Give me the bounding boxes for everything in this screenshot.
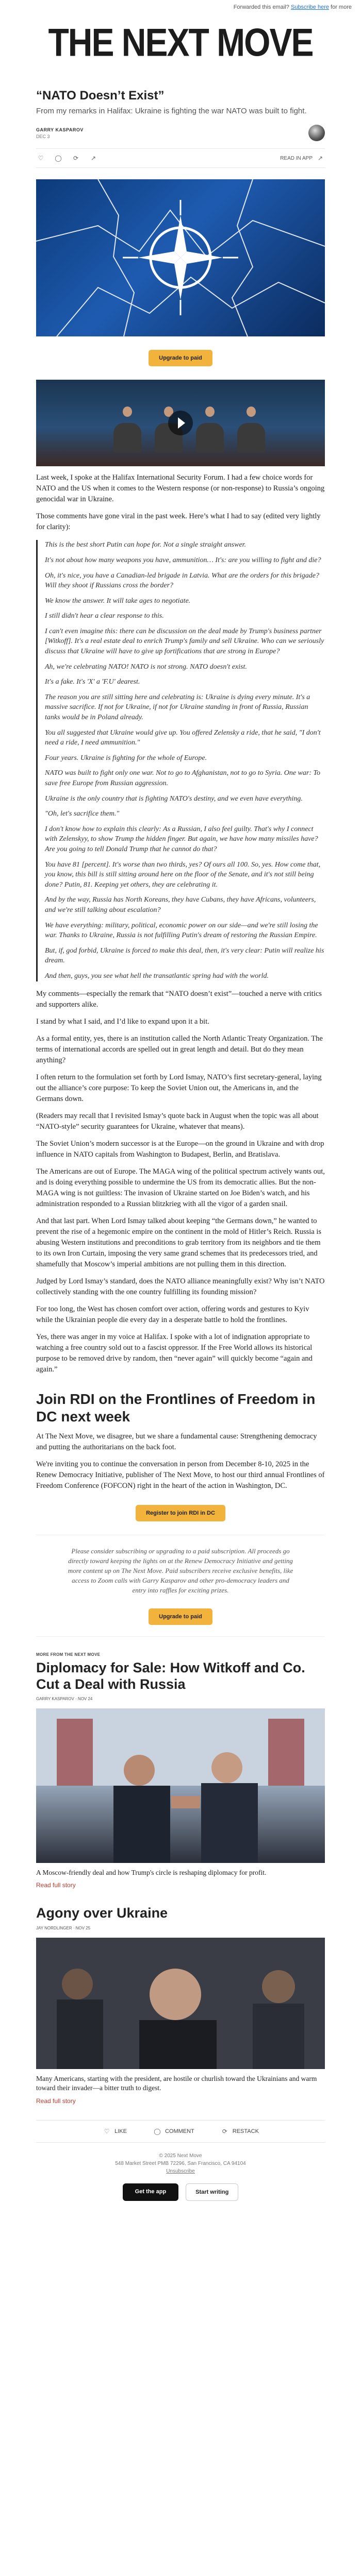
quote-line: The reason you are still sitting here and celebrating is: Ukraine is dying every minute. It's a massive sacrifice. If not for Ukraine, if not for Ukraine standing in front of Russia, Russian tanks would be in Poland already. bbox=[45, 693, 310, 722]
get-app-button[interactable]: Get the app bbox=[123, 2183, 179, 2201]
paragraph: Those comments have gone viral in the past week. Here’s what I had to say (edited very lightly for clarity): bbox=[36, 512, 321, 532]
post-meta bbox=[36, 125, 325, 141]
comment-button[interactable]: ◯ COMMENT bbox=[153, 2127, 194, 2136]
quote-line: Ah, we're celebrating NATO! NATO is not strong. NATO doesn't exist. bbox=[45, 663, 247, 671]
related-post bbox=[36, 1905, 325, 2106]
panelist bbox=[196, 423, 224, 453]
post-date: DEC 3 bbox=[36, 133, 50, 139]
like-button[interactable]: ♡ LIKE bbox=[102, 2127, 127, 2136]
event-heading: Join RDI on the Frontlines of Freedom in DC next week bbox=[36, 1391, 316, 1425]
panelist bbox=[237, 423, 265, 453]
quote-line: And then, guys, you see what hell the transatlantic spring had with the world. bbox=[45, 972, 269, 980]
meeting-photo bbox=[36, 1708, 325, 1863]
paragraph: And that last part. When Lord Ismay talked about keeping “the Germans down,” he wanted to prevent the rise of a hegemonic empire on the continent in the mold of Hitler’s Reich. Russia is abusing Western institutions and preconditions to grab territory from its neighbors and tie them to its own Iron Curtain, imposing the very same grand schemes that its predecessors tried, and shamefully that Moscow’s imperial ambitions are not pulling them in this direction. bbox=[36, 1216, 322, 1268]
quote-line: We know the answer. It will take ages to negotiate. bbox=[45, 597, 191, 605]
quote-line: Ukraine is the only country that is fighting NATO's destiny, and we even have everything. bbox=[45, 794, 303, 803]
paragraph: Last week, I spoke at the Halifax International Security Forum. I had a few choice words for NATO and the US when it comes to the Western response (or non-response) to Russia’s ongoing genocidal war in Ukraine. bbox=[36, 473, 325, 504]
panelist-head bbox=[123, 406, 132, 417]
quote-line: NATO was built to fight only one war. Not to go to Afghanistan, not to go to Syria. One war: To save free Europe from Russian aggression. bbox=[45, 769, 320, 788]
quote-line: You have 81 [percent]. It's worse than two thirds, yes? Of ours all 100. So, yes. How come that, you know, this bill is still sitting around here on the floor of the Senate, and it's not still being done? Putin, 81. Keeping yet others, they are celebrating it. bbox=[45, 860, 321, 889]
quote-line: It's a fake. It's 'X' a 'F.U' dearest. bbox=[45, 678, 140, 686]
post-title[interactable]: “NATO Doesn’t Exist” bbox=[36, 89, 165, 103]
quote-line: Four years. Ukraine is fighting for the whole of Europe. bbox=[45, 754, 207, 762]
related-title[interactable]: Diplomacy for Sale: How Witkoff and Co. Cut a Deal with Russia bbox=[36, 1660, 305, 1692]
read-full-story-link[interactable]: Read full story bbox=[36, 1882, 76, 1889]
quote-line: We have everything: military, political, economic power on our side—and we're still losing the war. Thanks to Ukraine, Russia is not fulfilling Putin's dream of restoring the Russian Empire. bbox=[45, 921, 318, 940]
comment-icon: ◯ bbox=[154, 2128, 161, 2136]
related-excerpt: A Moscow-friendly deal and how Trump's circle is reshaping diplomacy for profit. bbox=[36, 1868, 267, 1876]
paragraph: I stand by what I said, and I’d like to expand upon it a bit. bbox=[36, 1017, 209, 1026]
publication-logo[interactable]: THE NEXT MOVE bbox=[48, 20, 313, 64]
read-full-story-link[interactable]: Read full story bbox=[36, 2097, 76, 2105]
related-kicker: MORE FROM THE NEXT MOVE bbox=[36, 1652, 101, 1657]
paragraph: Yes, there was anger in my voice at Halifax. I spoke with a lot of indignation appropriate to watching a free country sold out to a fascist oppressor. If the Free World allows its historical purpose to be removed drive by random, then “never again” will quickly become “again and again.” bbox=[36, 1332, 313, 1374]
paragraph: We're inviting you to continue the conversation in person from December 8-10, 2025 in the Renew Democracy Initiative, publisher of The Next Move, to host our third annual Frontlines of Freedom Conference (FOFCON) right in the heart of the action in Washington, DC. bbox=[36, 1460, 325, 1490]
subscribe-box bbox=[36, 1535, 325, 1637]
footer bbox=[36, 2152, 325, 2175]
event-section bbox=[36, 1391, 325, 1521]
panelist-head bbox=[247, 406, 256, 417]
related-excerpt: Many Americans, starting with the president, are hostile or churlish toward the Ukrainians and warm toward their invader—a bitter truth to digest. bbox=[36, 2074, 317, 2092]
panelist-head bbox=[205, 406, 215, 417]
quote-line: "Oh, let's sacrifice them." bbox=[45, 810, 120, 818]
related-image[interactable] bbox=[36, 1708, 325, 1863]
post-actions bbox=[36, 148, 325, 168]
restack-icon: ⟳ bbox=[222, 2128, 227, 2136]
blockquote bbox=[36, 540, 325, 981]
start-writing-button[interactable]: Start writing bbox=[186, 2183, 238, 2201]
paragraph: Judged by Lord Ismay’s standard, does the NATO alliance meaningfully exist? Why isn’t NATO collectively standing with the one country fulfilling its founding mission? bbox=[36, 1277, 325, 1296]
quote-line: You all suggested that Ukraine would give up. You offered Zelensky a ride, that he said, "I don't need a ride, I need ammunition." bbox=[45, 728, 321, 747]
avatar[interactable] bbox=[308, 125, 325, 141]
related-title[interactable]: Agony over Ukraine bbox=[36, 1905, 168, 1921]
related-author: GARRY KASPAROV · NOV 24 bbox=[36, 1696, 93, 1701]
paragraph: I often return to the formulation set forth by Lord Ismay, NATO’s first secretary-general, laying out the alliance’s core purpose: To keep the Soviet Union out, the Americans in, and the Germans down. bbox=[36, 1073, 322, 1103]
masthead bbox=[0, 14, 361, 68]
upgrade-button[interactable]: Upgrade to paid bbox=[149, 1608, 212, 1625]
forward-note: Forwarded this email? Subscribe here for more bbox=[233, 4, 352, 10]
register-button[interactable]: Register to join RDI in DC bbox=[136, 1505, 225, 1521]
panelist bbox=[113, 423, 141, 453]
subscribe-link[interactable]: Subscribe here bbox=[290, 4, 329, 10]
quote-line: I still didn't hear a clear response to this. bbox=[45, 612, 164, 620]
author-name[interactable]: GARRY KASPAROV bbox=[36, 127, 84, 132]
paragraph: At The Next Move, we disagree, but we share a fundamental cause: Strengthening democracy and putting the authoritarians on the back foot. bbox=[36, 1432, 317, 1452]
quote-line: Oh, it's nice, you have a Canadian-led brigade in Latvia. What are the orders for this brigade? Will they shoot if Russians cross the border? bbox=[45, 571, 319, 590]
paragraph: (Readers may recall that I revisited Ismay’s quote back in August when the topic was all about “NATO-style” security guarantees for Ukraine, whatever that means). bbox=[36, 1111, 319, 1131]
share-icon[interactable]: ↗ bbox=[90, 154, 96, 162]
subscribe-text: Please consider subscribing or upgrading to a paid subscription. All proceeds go directly toward keeping the lights on at the Renew Democracy Initiative and getting more content up on The Next Move. Paid subscribers receive exclusive benefits, like access to Zoom calls with Garry Kasparov and other pro-democracy leaders and entry into raffles for exciting prizes. bbox=[68, 1547, 293, 1594]
play-icon[interactable] bbox=[168, 411, 193, 435]
paragraph: The Soviet Union’s modern successor is at the Europe—on the ground in Ukraine and with drop influence in NATO capitals from Washington to Budapest, Berlin, and Bratislava. bbox=[36, 1139, 324, 1159]
app-promo bbox=[36, 2183, 325, 2212]
restack-icon[interactable]: ⟳ bbox=[73, 154, 79, 162]
post-subtitle: From my remarks in Halifax: Ukraine is fighting the war NATO was built to fight. bbox=[36, 107, 307, 115]
post-body bbox=[36, 472, 325, 1375]
copyright: © 2025 Next Move bbox=[159, 2153, 202, 2159]
quote-line: This is the best short Putin can hope for. Not a single straight answer. bbox=[45, 541, 247, 549]
heart-icon: ♡ bbox=[104, 2128, 110, 2136]
paragraph: For too long, the West has chosen comfort over action, offering words and gestures to Kyiv while the Ukrainian people die every day in a desperate battle to hold the frontlines. bbox=[36, 1304, 309, 1324]
related-post bbox=[36, 1652, 325, 1890]
quote-line: I don't know how to explain this clearly: As a Russian, I also feel guilty. That's why I connect with Zelenskyy, to show Trump the hidden finger. But again, we have how many missiles have? Are you going to tell Donald Trump that he cannot do that? bbox=[45, 825, 318, 853]
paragraph: My comments—especially the remark that “NATO doesn’t exist”—touched a nerve with critics and supporters alike. bbox=[36, 989, 322, 1009]
paragraph: The Americans are out of Europe. The MAGA wing of the political spectrum actively wants out, and is doing everything possible to undermine the US from its democratic allies. But the non-MAGA wing is not guiltless: The invasion of Ukraine started on Joe Biden’s watch, and his administration responded to a Russian blitzkrieg with all the vigor of a garden snail. bbox=[36, 1167, 325, 1208]
quote-line: And by the way, Russia has North Koreans, they have Cubans, they have Africans, volunteers, and we're still talking about escalation? bbox=[45, 896, 316, 914]
paragraph: As a formal entity, yes, there is an institution called the North Atlantic Treaty Organization. The terms of international accords are spelled out in great length and detail. But do they mean anything? bbox=[36, 1034, 323, 1064]
restack-button[interactable]: ⟳ RESTACK bbox=[220, 2127, 259, 2136]
address: 548 Market Street PMB 72296, San Francisco, CA 94104 bbox=[115, 2161, 246, 2167]
quote-line: But, if, god forbid, Ukraine is forced to make this deal, then, it's very clear: Putin will realize his dream. bbox=[45, 946, 324, 965]
external-link-icon: ↗ bbox=[317, 155, 323, 162]
reaction-bar bbox=[36, 2120, 325, 2143]
related-author: JAY NORDLINGER · NOV 25 bbox=[36, 1925, 91, 1930]
heart-icon[interactable]: ♡ bbox=[38, 154, 44, 162]
quote-line: It's not about how many weapons you have, ammunition… It's: are you willing to fight and die? bbox=[45, 556, 321, 564]
read-in-app-button[interactable]: READ IN APP ↗ bbox=[280, 154, 325, 163]
crowd-photo bbox=[36, 1938, 325, 2069]
quote-line: I can't even imagine this: there can be discussion on the deal made by Trump's business partner [Witkoff]. It's a real estate deal to enrich Trump's family and sell Ukraine. Who can we seriously discuss that Ukraine will have to give up fortifications that are strong in Europe? bbox=[45, 627, 324, 656]
related-image[interactable] bbox=[36, 1938, 325, 2069]
unsubscribe-link[interactable]: Unsubscribe bbox=[166, 2168, 195, 2175]
halifax-video[interactable] bbox=[36, 380, 325, 466]
nato-emblem-image bbox=[36, 179, 325, 336]
upgrade-button[interactable]: Upgrade to paid bbox=[149, 350, 212, 366]
comment-icon[interactable]: ◯ bbox=[55, 154, 62, 162]
nato-star-icon bbox=[36, 179, 325, 336]
